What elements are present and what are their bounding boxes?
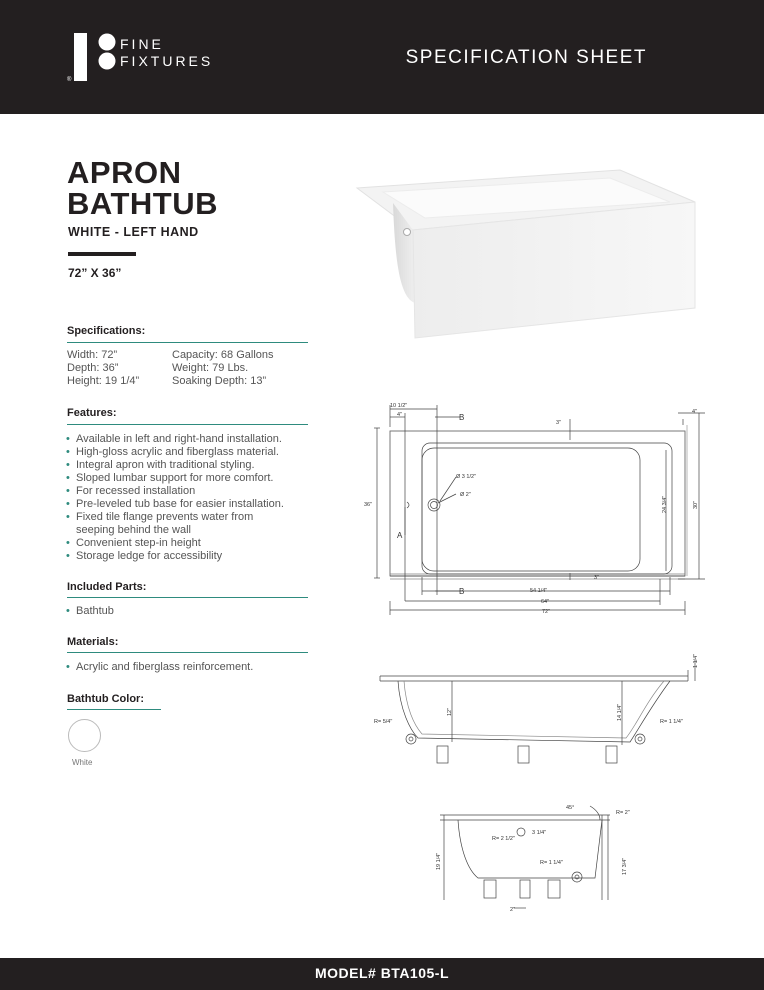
included-parts-heading: Included Parts: xyxy=(67,581,147,593)
included-parts-list xyxy=(66,605,114,618)
dim-label: 19 1/4" xyxy=(436,852,442,870)
materials-divider xyxy=(67,652,308,653)
spec-soaking-depth: Soaking Depth: 13” xyxy=(172,375,267,387)
spec-capacity: Capacity: 68 Gallons xyxy=(172,349,274,361)
dim-label: 54 1/4" xyxy=(530,588,548,594)
registered-mark: ® xyxy=(67,77,72,83)
brand-line-1: FINE xyxy=(120,36,164,52)
dim-label: R= 2" xyxy=(616,810,630,816)
dim-label: 45° xyxy=(566,805,575,811)
included-parts-divider xyxy=(67,597,308,598)
page-footer xyxy=(0,958,764,990)
spec-row xyxy=(67,362,274,375)
section-a-label: A xyxy=(397,531,403,540)
list-item: • Storage ledge for accessibility xyxy=(66,550,284,563)
list-item xyxy=(66,511,284,537)
spec-width: Width: 72” xyxy=(67,349,118,361)
list-item: • For recessed installation xyxy=(66,485,284,498)
dim-label: R= 1 1/4" xyxy=(660,719,683,725)
spec-weight: Weight: 79 Lbs. xyxy=(172,362,249,374)
dim-label: 17 3/4" xyxy=(622,857,628,875)
brand-name xyxy=(120,36,213,70)
list-item: • Acrylic and fiberglass reinforcement. xyxy=(66,661,253,674)
dim-label: 72" xyxy=(542,609,551,615)
materials-heading: Materials: xyxy=(67,636,119,648)
dim-label: 64" xyxy=(541,599,550,605)
dim-label: 36" xyxy=(364,502,373,508)
product-title xyxy=(67,157,218,219)
dim-label: 3 1/4" xyxy=(532,830,547,836)
dim-label: R= 5/4" xyxy=(374,719,393,725)
title-divider xyxy=(68,252,136,256)
end-view-drawing xyxy=(430,800,640,915)
list-item-text: Fixed tile flange prevents water from xyxy=(76,511,254,523)
page-header xyxy=(0,0,764,114)
specifications-divider xyxy=(67,342,308,343)
section-b-label: B xyxy=(459,413,465,422)
color-divider xyxy=(67,709,161,710)
spec-height: Height: 19 1/4” xyxy=(67,375,140,387)
list-item: • Bathtub xyxy=(66,605,114,618)
side-view-drawing xyxy=(370,650,710,770)
sheet-title: SPECIFICATION SHEET xyxy=(405,47,647,68)
features-divider xyxy=(67,424,308,425)
dim-label: 3" xyxy=(556,420,562,426)
list-item: • Available in left and right-hand installation. xyxy=(66,433,284,446)
dim-label: Ø 3 1/2" xyxy=(456,474,476,480)
dim-label: R= 2 1/2" xyxy=(492,836,515,842)
features-list xyxy=(66,433,284,563)
color-swatch-white xyxy=(68,719,101,752)
list-item: • Pre-leveled tub base for easier installation. xyxy=(66,498,284,511)
product-subtitle: WHITE - LEFT HAND xyxy=(68,225,199,239)
list-item-continuation: seeping behind the wall xyxy=(76,524,191,536)
dim-label: 30" xyxy=(693,500,699,509)
dim-label: 4" xyxy=(397,412,403,418)
product-title-line-1: APRON xyxy=(67,155,182,190)
bathtub-product-image xyxy=(355,168,715,343)
list-item: • High-gloss acrylic and fiberglass material. xyxy=(66,446,284,459)
brand-logo-icon xyxy=(74,33,120,81)
materials-list xyxy=(66,661,253,674)
dim-label: Ø 2" xyxy=(460,492,471,498)
color-swatch-label: White xyxy=(72,758,93,767)
spec-row xyxy=(67,349,274,362)
spec-depth: Depth: 36” xyxy=(67,362,119,374)
spec-row xyxy=(67,375,274,388)
dim-label: 12" xyxy=(447,707,453,716)
dim-label: 10 1/2" xyxy=(390,403,408,409)
section-b-label: B xyxy=(459,587,465,596)
brand-line-2: FIXTURES xyxy=(120,53,214,69)
features-heading: Features: xyxy=(67,407,117,419)
dim-label: 4" xyxy=(692,409,698,415)
model-number: MODEL# BTA105-L xyxy=(314,965,450,981)
dim-label: 1 1/4" xyxy=(693,653,699,668)
color-heading: Bathtub Color: xyxy=(67,693,144,705)
list-item: • Integral apron with traditional styling. xyxy=(66,459,284,472)
dim-label: 3" xyxy=(594,575,600,581)
top-view-drawing xyxy=(360,395,720,620)
dim-label: R= 1 1/4" xyxy=(540,860,563,866)
dim-label: 2" xyxy=(510,907,516,913)
list-item: • Sloped lumbar support for more comfort. xyxy=(66,472,284,485)
product-size: 72” X 36” xyxy=(68,266,122,280)
product-title-line-2: BATHTUB xyxy=(67,186,219,221)
dim-label: 14 1/4" xyxy=(617,703,623,721)
list-item: • Convenient step-in height xyxy=(66,537,284,550)
dim-label: 24 3/4" xyxy=(662,495,668,513)
specifications-table xyxy=(67,349,274,388)
specifications-heading: Specifications: xyxy=(67,325,146,337)
